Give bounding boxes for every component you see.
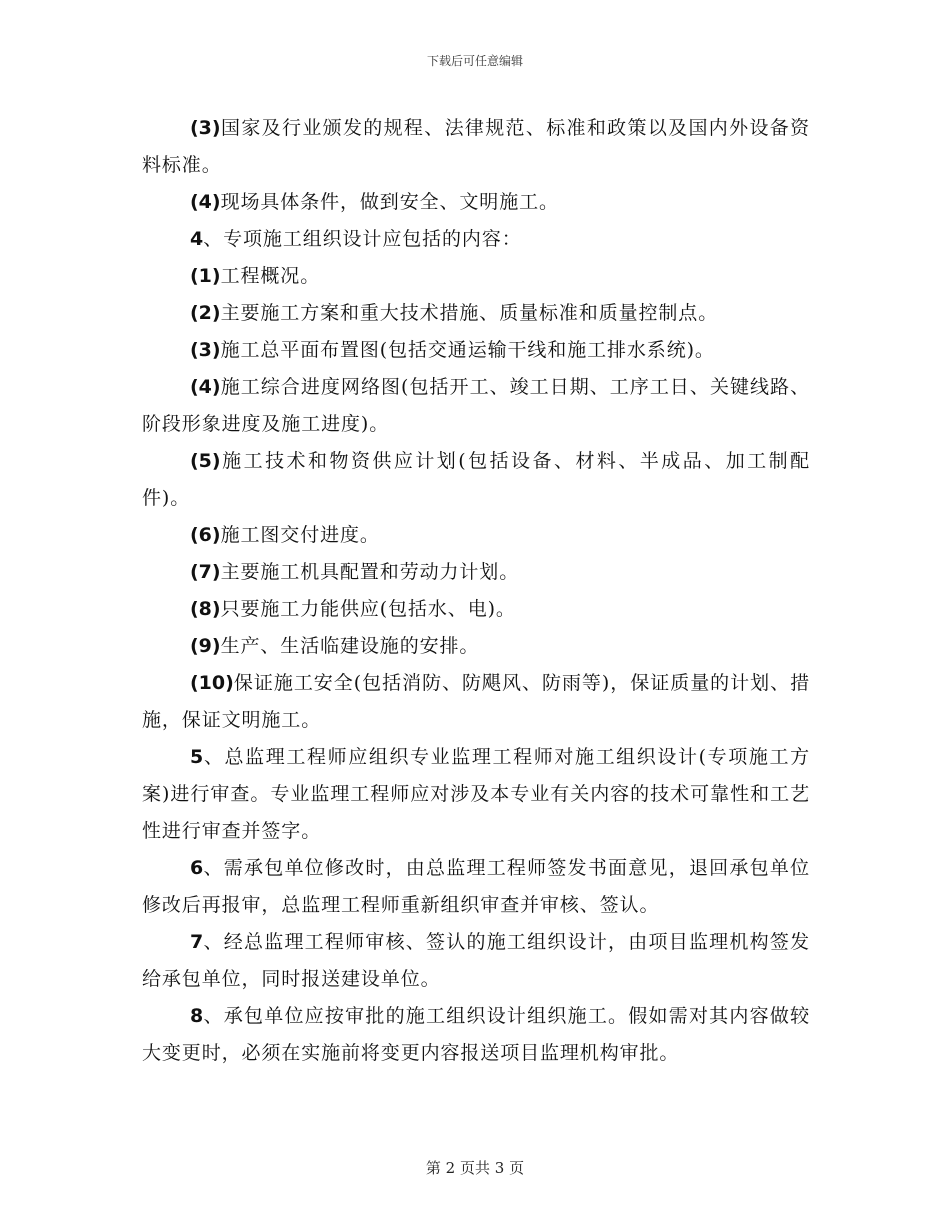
paragraph-number: (5) <box>190 450 221 472</box>
paragraph-number: (4) <box>190 376 221 398</box>
paragraph-text: 、承包单位应按审批的施工组织设计组织施工。假如需对其内容做较大变更时，必须在实施前将变更内容报送项目监理机构审批。 <box>142 1005 810 1064</box>
page-header: 下载后可任意编辑 <box>426 54 523 68</box>
paragraph-item-1 <box>142 258 810 295</box>
paragraph-section-8 <box>142 998 810 1072</box>
paragraph-item-6 <box>142 517 810 554</box>
paragraph-text: 施工技术和物资供应计划(包括设备、材料、半成品、加工制配件)。 <box>142 450 810 509</box>
paragraph-number: 8 <box>190 1005 204 1027</box>
page-footer: 第 2 页共 3 页 <box>425 1159 525 1177</box>
paragraph-number: (4) <box>190 191 221 213</box>
paragraph-number: (2) <box>190 302 221 324</box>
paragraph-text: 生产、生活临建设施的安排。 <box>220 635 480 657</box>
paragraph-item-2 <box>142 295 810 332</box>
paragraph-number: (7) <box>190 561 221 583</box>
document-body <box>142 110 810 1072</box>
paragraph-item-7 <box>142 554 810 591</box>
paragraph-item-9 <box>142 628 810 665</box>
paragraph-text: 国家及行业颁发的规程、法律规范、标准和政策以及国内外设备资料标准。 <box>142 117 810 176</box>
paragraph-text: 施工总平面布置图(包括交通运输干线和施工排水系统)。 <box>220 339 715 361</box>
paragraph-text: 、总监理工程师应组织专业监理工程师对施工组织设计(专项施工方案)进行审查。专业监理工程师应对涉及本专业有关内容的技术可靠性和工艺性进行审查并签字。 <box>142 746 810 842</box>
paragraph-item-3-regulations <box>142 110 810 184</box>
paragraph-number: (3) <box>190 339 221 361</box>
paragraph-number: (3) <box>190 117 221 139</box>
paragraph-number: 4 <box>190 228 204 250</box>
paragraph-item-8 <box>142 591 810 628</box>
paragraph-text: 、经总监理工程师审核、签认的施工组织设计，由项目监理机构签发给承包单位，同时报送建设单位。 <box>142 931 810 990</box>
paragraph-number: 5 <box>190 746 204 768</box>
paragraph-text: 主要施工方案和重大技术措施、质量标准和质量控制点。 <box>220 302 719 324</box>
paragraph-number: 7 <box>190 931 204 953</box>
paragraph-text: 现场具体条件，做到安全、文明施工。 <box>220 191 559 213</box>
paragraph-number: (1) <box>190 265 221 287</box>
paragraph-text: 、需承包单位修改时，由总监理工程师签发书面意见，退回承包单位修改后再报审，总监理工程师重新组织审查并审核、签认。 <box>142 857 810 916</box>
paragraph-text: 施工综合进度网络图(包括开工、竣工日期、工序工日、关键线路、阶段形象进度及施工进度)。 <box>142 376 810 435</box>
paragraph-text: 、专项施工组织设计应包括的内容： <box>203 228 522 250</box>
paragraph-item-4-site-conditions <box>142 184 810 221</box>
paragraph-item-5 <box>142 443 810 517</box>
paragraph-text: 工程概况。 <box>220 265 321 287</box>
paragraph-section-5 <box>142 739 810 850</box>
paragraph-number: 6 <box>190 857 204 879</box>
paragraph-item-3 <box>142 332 810 369</box>
paragraph-text: 保证施工安全(包括消防、防飓风、防雨等)，保证质量的计划、措施，保证文明施工。 <box>142 672 810 731</box>
paragraph-section-4 <box>142 221 810 258</box>
paragraph-text: 主要施工机具配置和劳动力计划。 <box>220 561 520 583</box>
paragraph-number: (10) <box>190 672 234 694</box>
paragraph-number: (9) <box>190 635 221 657</box>
paragraph-number: (6) <box>190 524 221 546</box>
paragraph-number: (8) <box>190 598 221 620</box>
paragraph-text: 施工图交付进度。 <box>220 524 380 546</box>
paragraph-item-10 <box>142 665 810 739</box>
paragraph-text: 只要施工力能供应(包括水、电)。 <box>220 598 516 620</box>
paragraph-section-6 <box>142 850 810 924</box>
paragraph-section-7 <box>142 924 810 998</box>
paragraph-item-4 <box>142 369 810 443</box>
